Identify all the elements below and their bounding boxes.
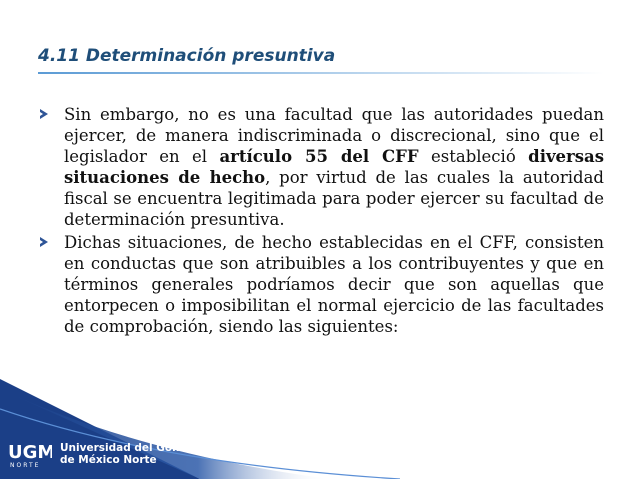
bullet-item-2 [40, 232, 604, 337]
text-run: , por virtud de las cuales la autoridad fiscal se encuentra legitimada para poder ejercer su facultad de determinación presuntiva. [64, 168, 604, 229]
slide-content [40, 104, 604, 339]
bold-text-run: artículo 55 del CFF [219, 147, 419, 166]
arrow-bullet-icon [40, 109, 48, 119]
ugm-mark-text: UGM [8, 442, 52, 463]
bold-text-run: diversas situaciones de hecho [64, 147, 605, 187]
ugm-logo-mark [8, 439, 52, 469]
title-underline [38, 72, 604, 74]
logo-line-2: de México Norte [60, 454, 157, 466]
norte-mark-text: NORTE [10, 462, 41, 469]
text-run: Dichas situaciones, de hecho establecidas en el CFF, consisten en conductas que son atribuibles a los contribuyentes y que en términos generales podríamos decir que son aquellas que entorpecen o imposibilitan el normal ejercicio de las facultades de comprobación, siendo las siguientes: [64, 233, 604, 336]
text-run: Sin embargo, no es una facultad que las autoridades puedan ejercer, de manera indiscriminada o discrecional, sino que el legislador en el [64, 105, 604, 166]
text-run: estableció [418, 147, 529, 166]
bullet-item-1 [40, 104, 604, 230]
slide-title: 4.11 Determinación presuntiva [38, 46, 336, 66]
university-logo [8, 437, 187, 471]
logo-line-1: Universidad del Golfo [60, 442, 188, 454]
arrow-bullet-icon [40, 237, 48, 247]
